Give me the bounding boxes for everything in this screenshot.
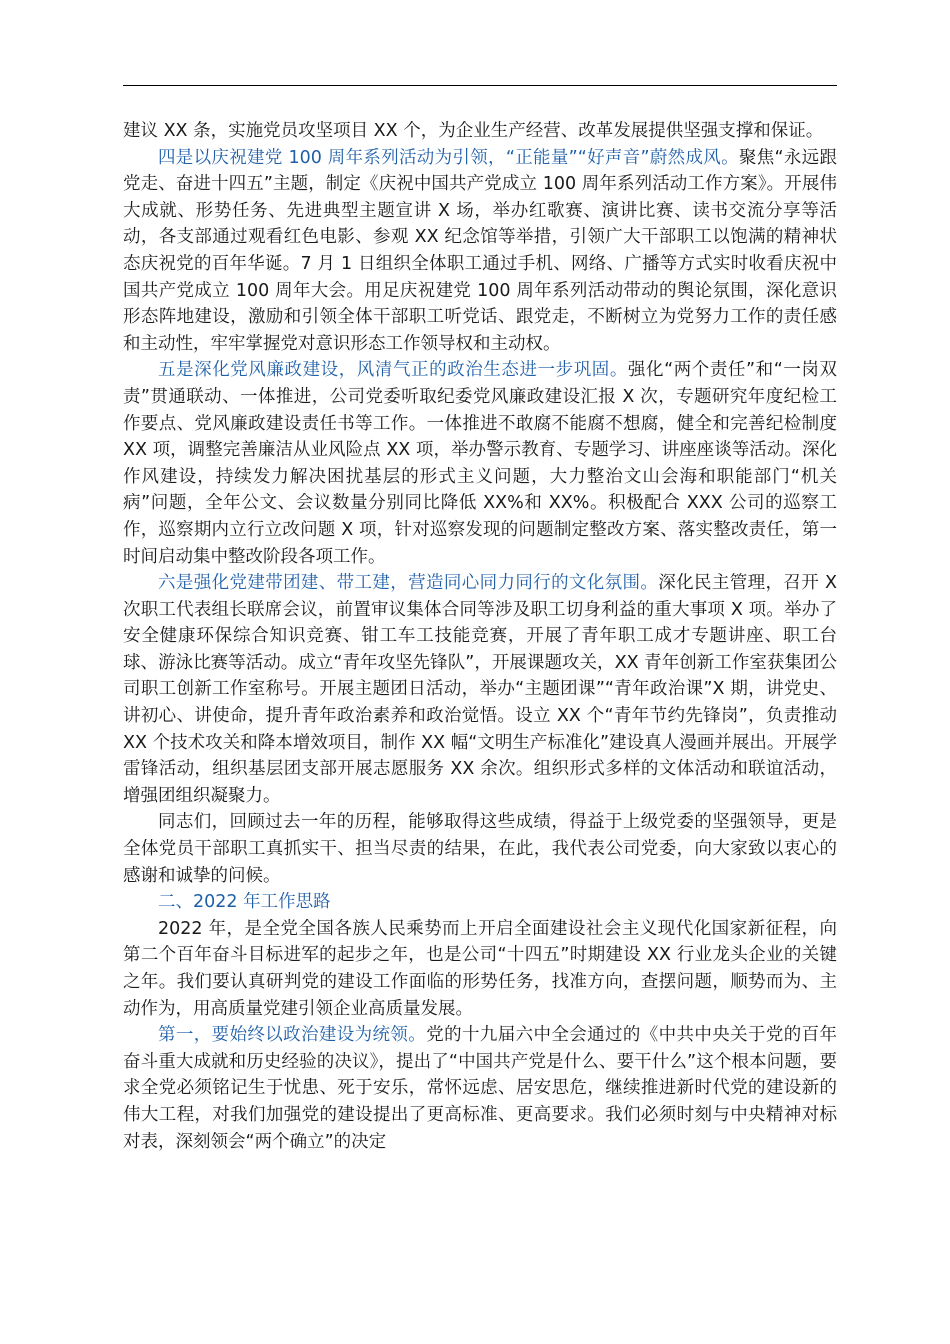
paragraph-6: 第一，要始终以政治建设为统领。党的十九届六中全会通过的《中共中央关于党的百年奋斗重大成就和历史经验的决议》，提出了“中国共产党是什么、要干什么”这个根本问题，要求全党必须铭记生于忧患、死于安乐，常怀远虑、居安思危，继续推进新时代党的建设新的伟大工程，对我们加强党的建设提出了更高标准、更高要求。我们必须时刻与中央精神对标对表，深刻领会“两个确立”的决定 xyxy=(123,1025,838,1152)
paragraph-1-lead: 四是以庆祝建党 100 周年系列活动为引领，“正能量”“好声音”蔚然成风。 xyxy=(158,147,739,168)
paragraph-5: 2022 年，是全党全国各族人民乘势而上开启全面建设社会主义现代化国家新征程，向第二个百年奋斗目标进军的起步之年，也是公司“十四五”时期建设 XX 行业龙头企业的关键之年。我们要认真研判党的建设工作面临的形势任务，找准方向，查摆问题，顺势而为、主动作为，用高质量党建引领企业高质量发展。 xyxy=(123,918,837,1019)
paragraph-6-lead: 第一，要始终以政治建设为统领。 xyxy=(158,1025,427,1046)
paragraph-3: 六是强化党建带团建、带工建，营造同心同力同行的文化氛围。深化民主管理，召开 X 次职工代表组长联席会议，前置审议集体合同等涉及职工切身利益的重大事项 X 项。举办了安全健康环保综合知识竞赛、钳工车工技能竞赛，开展了青年职工成才专题讲座、职工台球、游泳比赛等活动。成立“青年攻坚先锋队”，开展课题攻关，XX 青年创新工作室获集团公司职工创新工作室称号。开展主题团日活动，举办“主题团课”“青年政治课”X 期，讲党史、讲初心、讲使命，提升青年政治素养和政治觉悟。设立 XX 个“青年节约先锋岗”，负责推动 XX 个技术攻关和降本增效项目，制作 XX 幅“文明生产标准化”建设真人漫画并展出。开展学雷锋活动，组织基层团支部开展志愿服务 XX 余次。组织形式多样的文体活动和联谊活动，增强团组织凝聚力。 xyxy=(123,573,837,806)
paragraph-2-lead: 五是深化党风廉政建设，风清气正的政治生态进一步巩固。 xyxy=(158,360,628,381)
paragraph-3-lead: 六是强化党建带团建、带工建，营造同心同力同行的文化氛围。 xyxy=(158,573,659,594)
header-rule xyxy=(123,85,837,86)
paragraph-1: 四是以庆祝建党 100 周年系列活动为引领，“正能量”“好声音”蔚然成风。聚焦“永远跟党走、奋进十四五”主题，制定《庆祝中国共产党成立 100 周年系列活动工作方案》。开展伟大成就、形势任务、先进典型主题宣讲 X 场，举办红歌赛、演讲比赛、读书交流分享等活动，各支部通过观看红色电影、参观 XX 纪念馆等举措，引领广大干部职工以饱满的精神状态庆祝党的百年华诞。7 月 1 日组织全体职工通过手机、网络、广播等方式实时收看庆祝中国共产党成立 100 周年大会。用足庆祝建党 100 周年系列活动带动的舆论氛围，深化意识形态阵地建设，激励和引领全体干部职工听党话、跟党走，不断树立为党努力工作的责任感和主动性，牢牢掌握党对意识形态工作领导权和主动权。 xyxy=(123,147,837,354)
paragraph-0: 建议 XX 条，实施党员攻坚项目 XX 个，为企业生产经营、改革发展提供坚强支撑和保证。 xyxy=(123,121,824,141)
paragraph-2: 五是深化党风廉政建设，风清气正的政治生态进一步巩固。强化“两个责任”和“一岗双责”贯通联动、一体推进，公司党委听取纪委党风廉政建设汇报 X 次，专题研究年度纪检工作要点、党风廉政建设责任书等工作。一体推进不敢腐不能腐不想腐，健全和完善纪检制度 XX 项，调整完善廉洁从业风险点 XX 项，举办警示教育、专题学习、讲座座谈等活动。深化作风建设，持续发力解决困扰基层的形式主义问题，大力整治文山会海和职能部门“机关病”问题，全年公文、会议数量分别同比降低 XX%和 XX%。积极配合 XXX 公司的巡察工作，巡察期内立行立改问题 X 项，针对巡察发现的问题制定整改方案、落实整改责任，第一时间启动集中整改阶段各项工作。 xyxy=(123,360,838,567)
document-body xyxy=(123,118,837,1155)
paragraph-4: 同志们，回顾过去一年的历程，能够取得这些成绩，得益于上级党委的坚强领导，更是全体党员干部职工真抓实干、担当尽责的结果，在此，我代表公司党委，向大家致以衷心的感谢和诚挚的问候。 xyxy=(123,812,837,886)
section-heading: 二、2022 年工作思路 xyxy=(158,892,331,913)
